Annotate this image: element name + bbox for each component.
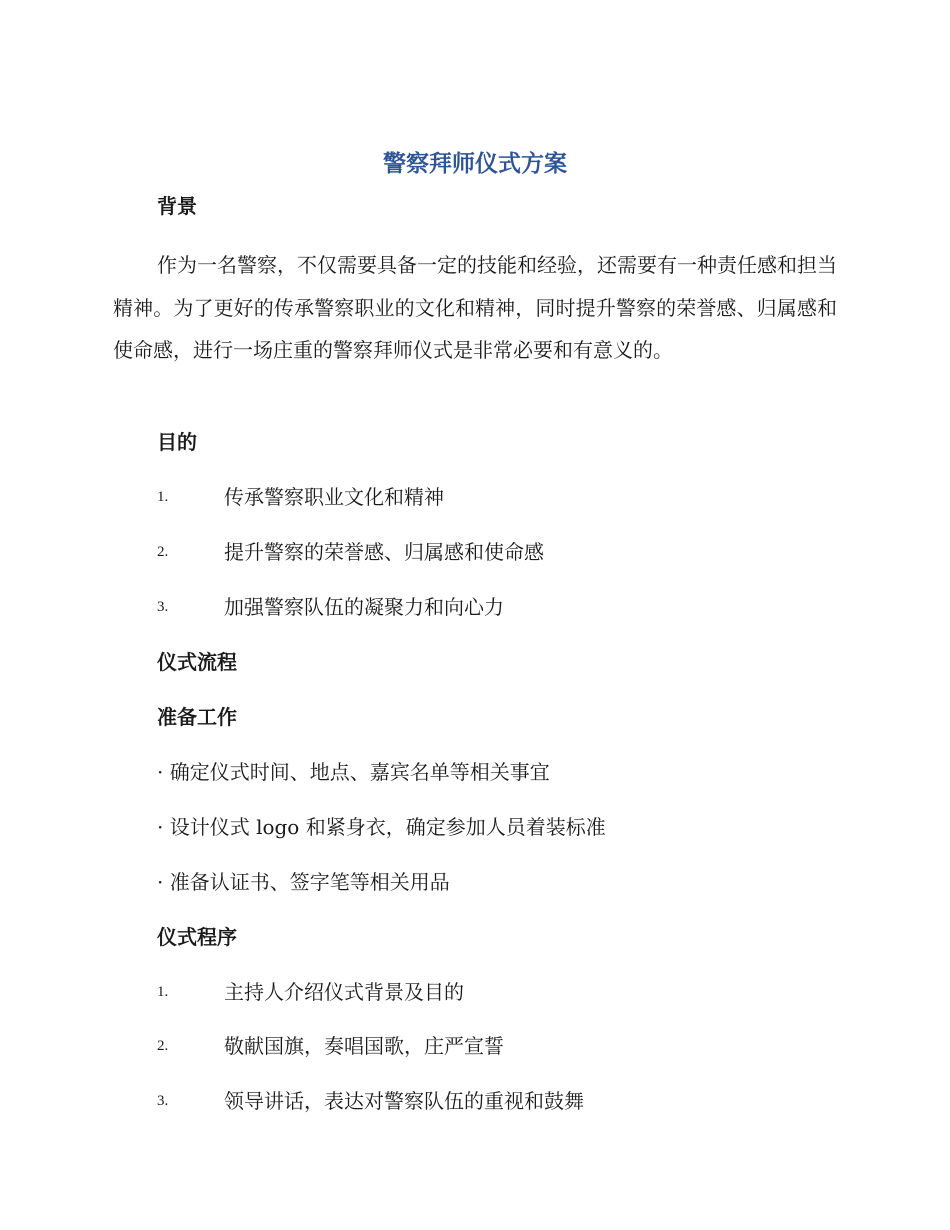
preparation-item: · 设计仪式 logo 和紧身衣，确定参加人员着装标准 — [157, 815, 606, 839]
preparation-item: · 确定仪式时间、地点、嘉宾名单等相关事宜 — [157, 760, 550, 784]
heading-purpose: 目的 — [157, 430, 197, 454]
heading-background: 背景 — [157, 194, 197, 218]
list-number: 3. — [157, 599, 169, 615]
list-number: 1. — [157, 984, 169, 1000]
preparation-item: · 准备认证书、签字笔等相关用品 — [157, 870, 450, 894]
list-text: 加强警察队伍的凝聚力和向心力 — [224, 595, 504, 619]
heading-procedure: 仪式程序 — [157, 925, 237, 949]
list-text: 敬献国旗，奏唱国歌，庄严宣誓 — [224, 1034, 504, 1058]
list-number: 3. — [157, 1093, 169, 1109]
list-number: 1. — [157, 489, 169, 505]
heading-process: 仪式流程 — [157, 650, 237, 674]
document-title: 警察拜师仪式方案 — [383, 151, 567, 177]
list-text: 领导讲话，表达对警察队伍的重视和鼓舞 — [224, 1089, 584, 1113]
heading-preparation: 准备工作 — [157, 705, 237, 729]
background-paragraph: 作为一名警察，不仅需要具备一定的技能和经验，还需要有一种责任感和担当精神。为了更好的传承警察职业的文化和精神，同时提升警察的荣誉感、归属感和使命感，进行一场庄重的警察拜师仪式是非常必要和有意义的。 — [113, 253, 837, 362]
list-text: 提升警察的荣誉感、归属感和使命感 — [224, 540, 544, 564]
list-text: 传承警察职业文化和精神 — [224, 485, 444, 509]
list-text: 主持人介绍仪式背景及目的 — [224, 980, 464, 1004]
list-number: 2. — [157, 544, 169, 560]
list-number: 2. — [157, 1038, 169, 1054]
